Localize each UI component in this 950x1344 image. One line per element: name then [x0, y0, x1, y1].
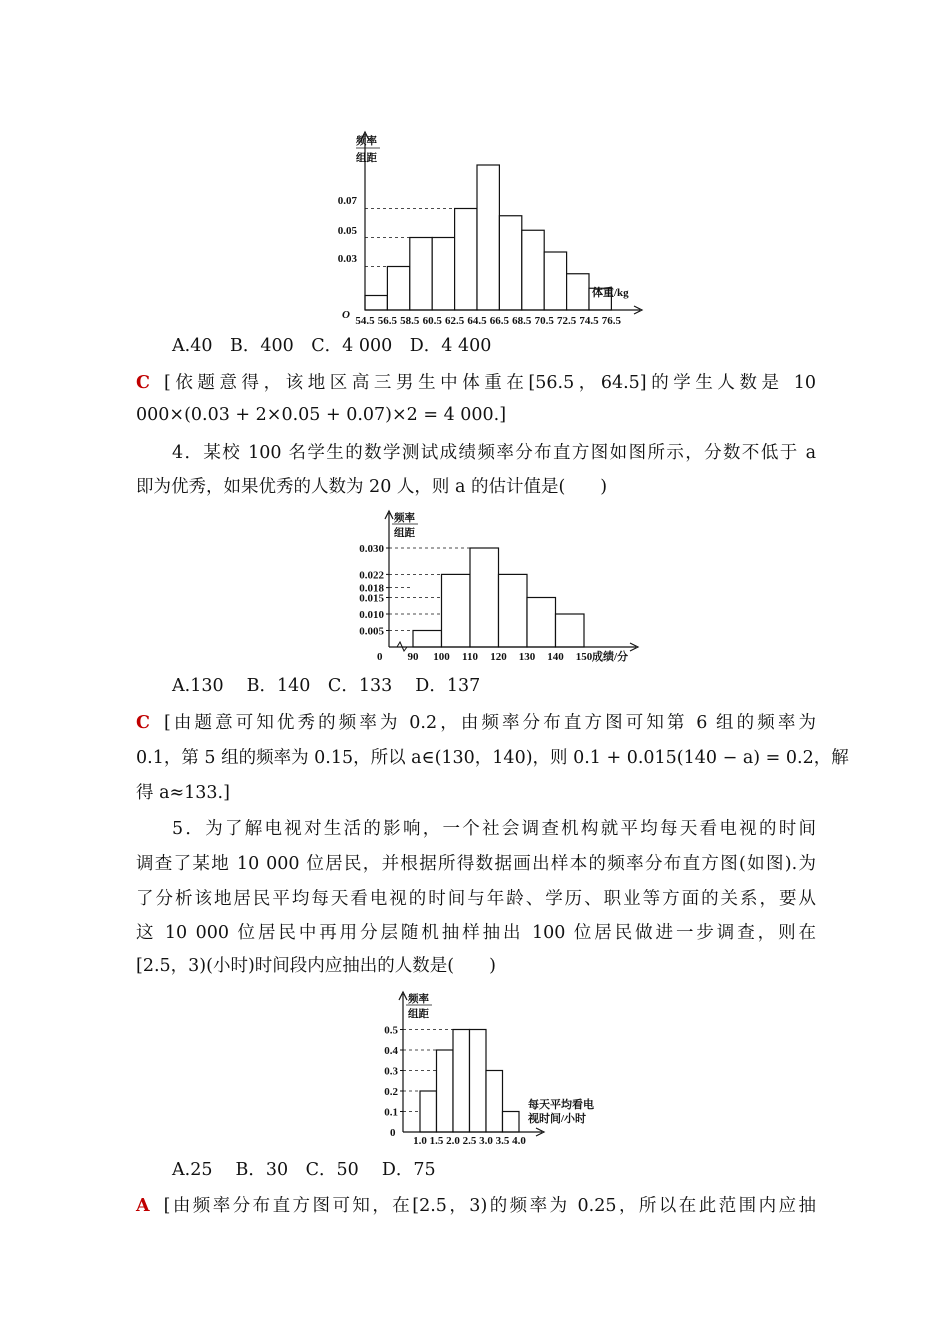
y-tick-label: 0.5	[384, 1024, 398, 1037]
x-tick-label: 66.5	[489, 315, 510, 324]
score-histogram	[346, 505, 656, 670]
q5-stem-line3: 了分析该地居民平均每天看电视的时间与年龄、学历、职业等方面的关系，要从	[136, 889, 816, 909]
tv-time-histogram	[360, 986, 620, 1146]
histogram-bar	[410, 238, 432, 311]
x-tick-label: 130	[518, 651, 536, 663]
tv-x-ticks	[413, 1135, 526, 1146]
x-axis-label: 成绩/分	[592, 651, 629, 663]
y-tick-label: 0.005	[359, 625, 384, 638]
x-tick-label: 62.5	[444, 315, 465, 324]
y-tick-label: 0.3	[384, 1065, 398, 1078]
x-tick-label: 56.5	[377, 315, 398, 324]
x-tick-label: 64.5	[467, 315, 487, 324]
x-tick-label: 120	[490, 651, 507, 663]
score-x-ticks	[408, 651, 593, 663]
y-tick-label: 0.010	[359, 609, 384, 621]
histogram-bar	[455, 209, 477, 311]
origin-label: 0	[377, 651, 383, 663]
histogram-bar	[413, 631, 442, 648]
q4-solution-line1: C [由题意可知优秀的频率为 0.2，由频率分布直方图可知第 6 组的频率为	[136, 713, 816, 733]
q3-solution-line2: 000×(0.03 + 2×0.05 + 0.07)×2 = 4 000.]	[136, 405, 507, 425]
x-tick-label: 60.5	[422, 315, 442, 324]
q5-solution-line1: A [由频率分布直方图可知，在[2.5，3)的频率为 0.25，所以在此范围内应抽	[136, 1196, 816, 1216]
x-tick-label: 2.0	[446, 1135, 460, 1146]
q4-solution-line2: 0.1，第 5 组的频率为 0.15，所以 a∈(130，140)，则 0.1 + 0.015(140 − a) = 0.2，解	[136, 748, 849, 768]
y-tick-label: 0.4	[384, 1045, 398, 1057]
y-label-numerator: 频率	[408, 994, 429, 1005]
histogram-bar	[365, 296, 387, 311]
q4-answer: C	[136, 713, 150, 733]
x-axis-label-line1: 每天平均看电	[528, 1099, 594, 1111]
histogram-bar	[420, 1091, 437, 1132]
y-label-denominator: 组距	[394, 528, 415, 539]
q5-stem-line5: [2.5，3)(小时)时间段内应抽出的人数是( )	[136, 956, 496, 976]
y-tick-label: 0.030	[359, 543, 384, 555]
x-tick-label: 76.5	[601, 315, 622, 324]
histogram-bar	[527, 598, 556, 648]
x-tick-label: 3.5	[495, 1135, 510, 1146]
x-tick-label: 110	[462, 651, 478, 663]
x-tick-label: 70.5	[534, 315, 554, 324]
q3-solution-line1: C [依题意得，该地区高三男生中体重在[56.5，64.5]的学生人数是 10	[136, 373, 816, 393]
y-tick-label: 0.07	[337, 195, 357, 207]
x-tick-label: 2.5	[462, 1135, 477, 1146]
x-axis-label: 体重/kg	[592, 287, 629, 299]
q5-stem-line1: 5．为了解电视对生活的影响，一个社会调查机构就平均每天看电视的时间	[172, 819, 816, 839]
y-label-denominator: 组距	[408, 1009, 429, 1020]
weight-x-ticks	[355, 315, 621, 324]
y-tick-label: 0.018	[359, 582, 384, 595]
y-label-numerator: 频率	[356, 136, 377, 147]
histogram-bar	[503, 1112, 520, 1133]
x-tick-label: 100	[433, 651, 450, 663]
x-tick-label: 68.5	[512, 315, 532, 324]
x-tick-label: 58.5	[400, 315, 420, 324]
histogram-bar	[470, 1030, 487, 1133]
histogram-bar	[437, 1050, 454, 1132]
x-tick-label: 3.0	[479, 1135, 493, 1146]
score-y-ticks	[359, 543, 389, 638]
y-tick-label: 0.03	[337, 253, 357, 265]
x-tick-label: 74.5	[579, 315, 599, 324]
x-tick-label: 1.0	[413, 1135, 427, 1146]
x-tick-label: 140	[547, 651, 564, 663]
q3-answer: C	[136, 373, 150, 393]
x-tick-label: 150	[575, 651, 593, 663]
histogram-bar	[432, 238, 454, 311]
y-label-denominator: 组距	[356, 153, 377, 164]
y-tick-label: 0.2	[384, 1086, 398, 1098]
q5-options: A.25 B．30 C．50 D．75	[172, 1160, 436, 1180]
histogram-bar	[486, 1071, 503, 1133]
q4-stem-line2: 即为优秀，如果优秀的人数为 20 人，则 a 的估计值是( )	[136, 477, 608, 497]
histogram-bar	[522, 230, 544, 310]
y-label-numerator: 频率	[394, 513, 415, 524]
tv-bars	[420, 1030, 519, 1133]
histogram-bar	[442, 574, 471, 647]
y-tick-label: 0.015	[359, 592, 384, 605]
q4-stem-line1: 4．某校 100 名学生的数学测试成绩频率分布直方图如图所示，分数不低于 a	[172, 443, 816, 463]
y-tick-label: 0.1	[384, 1106, 398, 1119]
histogram-bar	[453, 1030, 470, 1133]
q3-options: A.40 B．400 C．4 000 D．4 400	[172, 336, 492, 356]
histogram-bar	[387, 267, 409, 311]
q4-solution-line3: 得 a≈133.]	[136, 783, 230, 803]
q5-stem-line2: 调查了某地 10 000 位居民，并根据所得数据画出样本的频率分布直方图(如图).为	[136, 854, 816, 874]
x-tick-label: 54.5	[355, 315, 375, 324]
histogram-bar	[470, 548, 499, 647]
histogram-bar	[499, 574, 528, 647]
x-axis-label-line2: 视时间/小时	[528, 1113, 587, 1125]
histogram-bar	[544, 252, 566, 310]
origin-label: O	[342, 309, 350, 321]
y-tick-label: 0.05	[337, 225, 357, 237]
x-tick-label: 4.0	[512, 1135, 526, 1146]
x-tick-label: 1.5	[429, 1135, 444, 1146]
weight-histogram	[318, 124, 668, 324]
x-tick-label: 90	[407, 651, 419, 663]
histogram-bar	[499, 216, 521, 310]
histogram-bar	[477, 165, 499, 310]
q4-options: A.130 B．140 C．133 D．137	[172, 676, 481, 696]
q5-stem-line4: 这 10 000 位居民中再用分层随机抽样抽出 100 位居民做进一步调查，则在	[136, 923, 816, 943]
q5-answer: A	[136, 1196, 150, 1216]
y-tick-label: 0.022	[359, 569, 384, 582]
x-tick-label: 72.5	[556, 315, 577, 324]
origin-label: 0	[390, 1127, 396, 1139]
histogram-bar	[567, 274, 589, 310]
tv-y-ticks	[384, 1025, 403, 1119]
histogram-bar	[556, 614, 585, 647]
